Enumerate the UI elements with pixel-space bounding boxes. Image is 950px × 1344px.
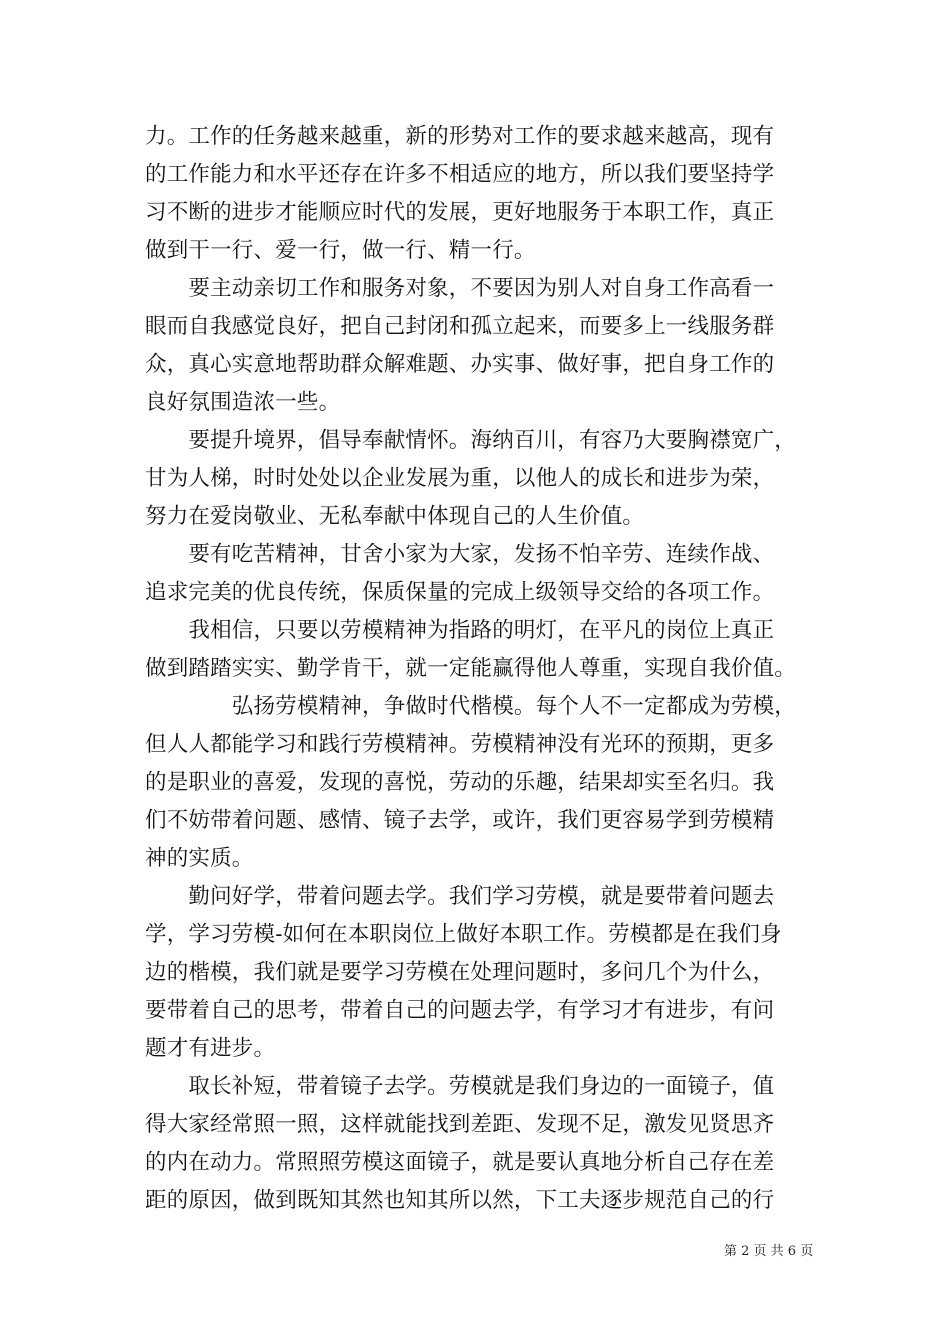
text-line: 取长补短，带着镜子去学。劳模就是我们身边的一面镜子，值 [145,1074,775,1099]
text-line: 努力在爱岗敬业、无私奉献中体现自己的人生价值。 [145,504,645,529]
page-number-footer: 第 2 页 共 6 页 [724,1244,814,1259]
text-line: 要带着自己的思考，带着自己的问题去学，有学习才有进步，有问 [145,998,775,1023]
text-line: 们不妨带着问题、感情、镜子去学，或许，我们更容易学到劳模精 [145,808,775,833]
text-line: 但人人都能学习和践行劳模精神。劳模精神没有光环的预期，更多 [145,732,775,757]
text-line: 神的实质。 [145,846,254,871]
text-line: 题才有进步。 [145,1036,276,1061]
text-line: 要有吃苦精神，甘舍小家为大家，发扬不怕辛劳、连续作战、 [145,542,775,567]
text-line: 追求完美的优良传统，保质保量的完成上级领导交给的各项工作。 [145,580,775,605]
text-line: 的内在动力。常照照劳模这面镜子，就是要认真地分析自己存在差 [145,1150,775,1175]
text-line: 学，学习劳模-如何在本职岗位上做好本职工作。劳模都是在我们身 [145,922,782,947]
text-line: 力。工作的任务越来越重，新的形势对工作的要求越来越高，现有 [145,124,775,149]
text-line: 的工作能力和水平还存在许多不相适应的地方，所以我们要坚持学 [145,162,775,187]
text-line: 的是职业的喜爱，发现的喜悦，劳动的乐趣，结果却实至名归。我 [145,770,775,795]
body-text [145,118,815,1220]
text-line: 甘为人梯，时时处处以企业发展为重，以他人的成长和进步为荣， [145,466,775,491]
text-line: 习不断的进步才能顺应时代的发展，更好地服务于本职工作，真正 [145,200,775,225]
text-line: 得大家经常照一照，这样就能找到差距、发现不足，激发见贤思齐 [145,1112,775,1137]
text-line: 良好氛围造浓一些。 [145,390,341,415]
text-line: 我相信，只要以劳模精神为指路的明灯，在平凡的岗位上真正 [145,618,775,643]
text-line: 做到踏踏实实、勤学肯干，就一定能赢得他人尊重，实现自我价值。 [145,656,797,681]
text-line: 眼而自我感觉良好，把自己封闭和孤立起来，而要多上一线服务群 [145,314,775,339]
text-line: 勤问好学，带着问题去学。我们学习劳模，就是要带着问题去 [145,884,775,909]
text-line: 要主动亲切工作和服务对象，不要因为别人对自身工作高看一 [145,276,775,301]
text-line: 众，真心实意地帮助群众解难题、办实事、做好事，把自身工作的 [145,352,775,377]
text-line: 距的原因，做到既知其然也知其所以然，下工夫逐步规范自己的行 [145,1188,775,1213]
text-line: 弘扬劳模精神，争做时代楷模。每个人不一定都成为劳模， [145,694,797,719]
text-line: 要提升境界，倡导奉献情怀。海纳百川，有容乃大要胸襟宽广， [145,428,797,453]
text-line: 做到干一行、爱一行，做一行、精一行。 [145,238,536,263]
text-line: 边的楷模，我们就是要学习劳模在处理问题时，多问几个为什么， [145,960,775,985]
